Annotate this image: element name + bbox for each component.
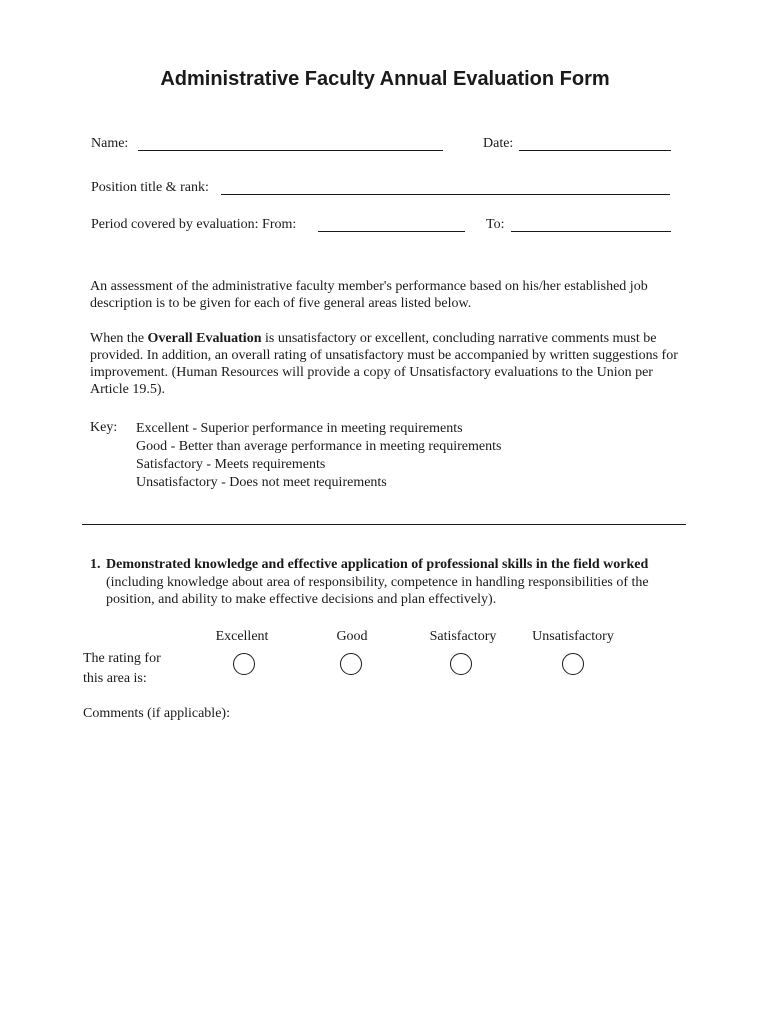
radio-good[interactable] [340,653,362,675]
section-heading: Demonstrated knowledge and effective application of professional skills in the field worked [106,557,649,572]
section-number: 1. [90,557,101,572]
section-description: (including knowledge about area of responsibility, competence in handling responsibilities of the position, and ability to make effective decisions and plan effectively). [106,575,649,607]
page-title: Administrative Faculty Annual Evaluation Form [160,68,610,90]
position-label: Position title & rank: [91,180,209,195]
radio-excellent[interactable] [233,653,255,675]
name-label: Name: [91,136,129,151]
key-item-excellent: Excellent - Superior performance in meeting requirements [136,421,463,436]
position-field[interactable] [221,194,670,195]
rating-label-line1: The rating for [83,651,161,666]
key-list [136,420,501,492]
overall-evaluation-term: Overall Evaluation [147,331,262,346]
period-from-label: Period covered by evaluation: From: [91,217,297,232]
radio-unsatisfactory[interactable] [562,653,584,675]
name-field[interactable] [138,150,443,151]
period-to-field[interactable] [511,231,671,232]
date-field[interactable] [519,150,671,151]
key-item-unsatisfactory: Unsatisfactory - Does not meet requirements [136,475,387,490]
overall-suffix: is unsatisfactory or excellent, concluding narrative comments must be provided. In addition, an overall rating of unsatisfactory must be accompanied by written suggestions for improvement. (Human Resources will provide a copy of Unsatisfactory evaluations to the Union per Article 19.5). [90,331,678,397]
key-item-good: Good - Better than average performance in meeting requirements [136,439,502,454]
key-item-satisfactory: Satisfactory - Meets requirements [136,457,326,472]
period-to-label: To: [486,217,505,232]
period-from-field[interactable] [318,231,465,232]
rating-header-good: Good [336,629,368,644]
overall-prefix: When the [90,331,148,346]
rating-header-unsatisfactory: Unsatisfactory [532,629,614,644]
overall-evaluation-paragraph [90,330,690,398]
comments-label: Comments (if applicable): [83,706,230,721]
date-label: Date: [483,136,514,151]
rating-header-satisfactory: Satisfactory [429,629,497,644]
radio-satisfactory[interactable] [450,653,472,675]
section-divider [82,524,686,525]
rating-label [83,649,161,689]
key-label: Key: [90,420,118,435]
assessment-paragraph: An assessment of the administrative faculty member's performance based on his/her established job description is to be given for each of five general areas listed below. [90,279,648,311]
rating-header-excellent: Excellent [215,629,269,644]
rating-label-line2: this area is: [83,671,147,686]
